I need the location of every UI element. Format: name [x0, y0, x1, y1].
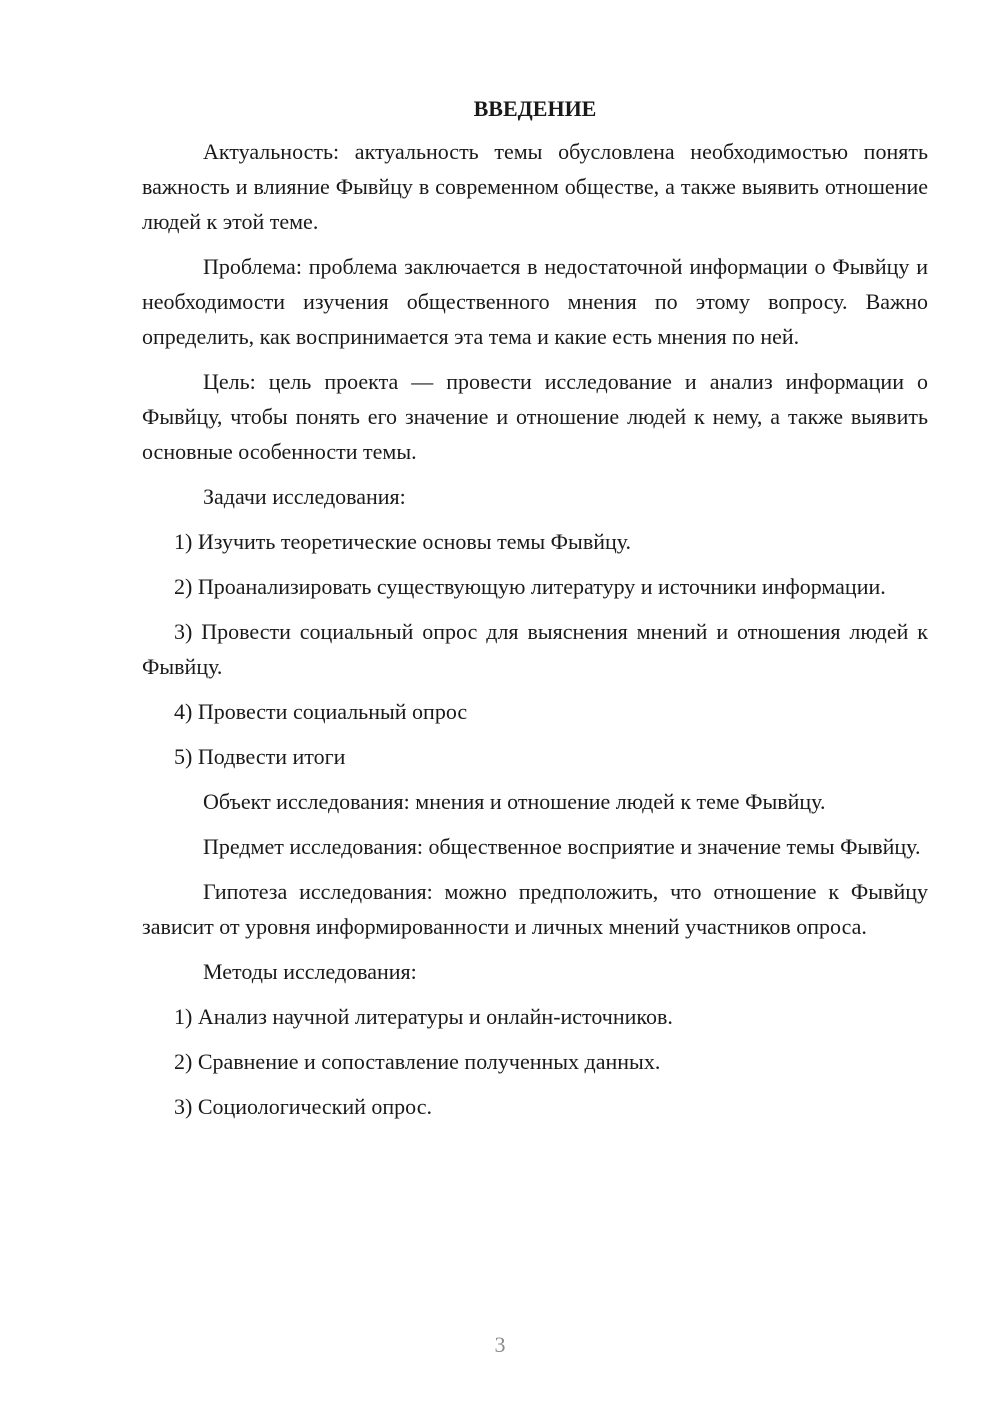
method-item: 2) Сравнение и сопоставление полученных данных. [174, 1049, 661, 1074]
problem-paragraph: Проблема: проблема заключается в недостаточной информации о Фывйцу и необходимости изучения общественного мнения по этому вопросу. Важно определить, как воспринимается эта тема и какие есть мнения по ней. [142, 254, 928, 349]
methods-heading: Методы исследования: [203, 959, 417, 984]
task-item: 4) Провести социальный опрос [174, 699, 468, 724]
task-item: 1) Изучить теоретические основы темы Фывйцу. [174, 529, 632, 554]
task-item: 2) Проанализировать существующую литературу и источники информации. [174, 574, 886, 599]
document-page [142, 92, 928, 1134]
task-item: 5) Подвести итоги [174, 744, 346, 769]
subject-paragraph: Предмет исследования: общественное восприятие и значение темы Фывйцу. [203, 834, 921, 859]
tasks-heading: Задачи исследования: [203, 484, 406, 509]
task-item: 3) Провести социальный опрос для выяснения мнений и отношения людей к Фывйцу. [142, 619, 928, 679]
object-paragraph: Объект исследования: мнения и отношение людей к теме Фывйцу. [203, 789, 826, 814]
method-item: 1) Анализ научной литературы и онлайн-источников. [174, 1004, 673, 1029]
page-number: 3 [494, 1332, 506, 1357]
relevance-paragraph: Актуальность: актуальность темы обусловлена необходимостью понять важность и влияние Фывйцу в современном обществе, а также выявить отношение людей к этой теме. [142, 139, 928, 234]
hypothesis-paragraph: Гипотеза исследования: можно предположить, что отношение к Фывйцу зависит от уровня информированности и личных мнений участников опроса. [142, 879, 928, 939]
method-item: 3) Социологический опрос. [174, 1094, 432, 1119]
page-title: ВВЕДЕНИЕ [473, 96, 597, 121]
goal-paragraph: Цель: цель проекта — провести исследование и анализ информации о Фывйцу, чтобы понять его значение и отношение людей к нему, а также выявить основные особенности темы. [142, 369, 928, 464]
